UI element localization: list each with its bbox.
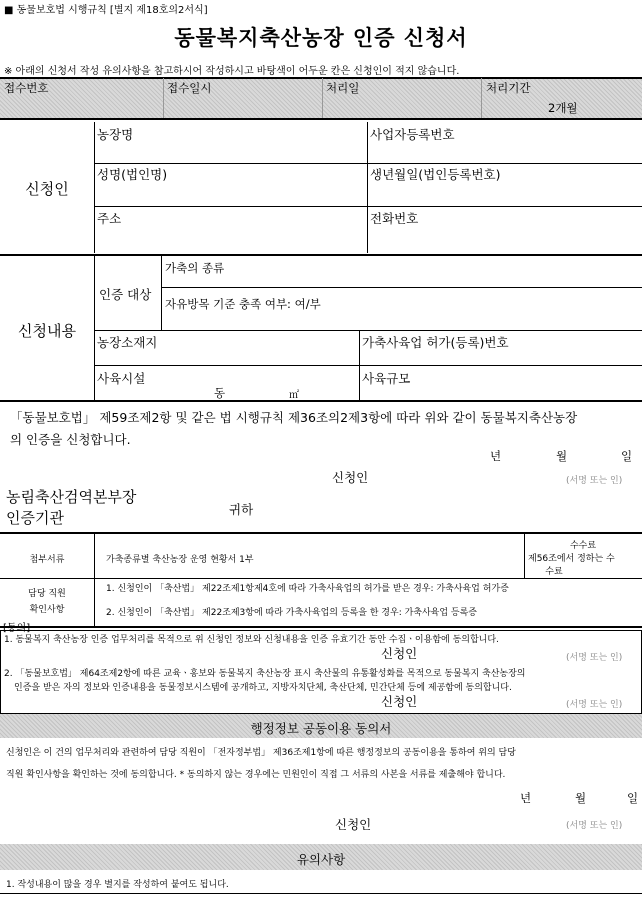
reception-number-label: 접수번호 (4, 81, 49, 95)
declaration-year: 년 (490, 449, 502, 463)
cert-target-label: 인증 대상 (99, 287, 152, 302)
farm-name-label: 농장명 (97, 127, 134, 142)
instruction-note: ※ 아래의 신청서 작성 유의사항을 참고하시어 작성하시고 바탕색이 어두운 칸은 신청인이 적지 않습니다. (4, 66, 460, 77)
phone-label: 전화번호 (370, 211, 419, 226)
breeding-scale-field[interactable] (360, 383, 641, 399)
recipient-honorific: 귀하 (229, 502, 254, 517)
officer-check-label-2: 확인사항 (29, 605, 65, 615)
declaration-line-1: 「동물보호법」 제59조제2항 및 같은 법 시행규칙 제36조의2제3항에 따라 위와 같이 동물복지축산농장 (10, 410, 578, 425)
recipient-name: 농림축산검역본부장 (6, 488, 137, 506)
admin-info-day: 일 (627, 791, 639, 805)
reception-row (0, 78, 642, 118)
farm-name-field[interactable] (95, 140, 366, 162)
reception-date-label: 접수일시 (167, 81, 212, 95)
facility-building-unit: 동 (214, 386, 226, 400)
attachments-label: 첨부서류 (29, 555, 65, 565)
declaration-month: 월 (556, 449, 568, 463)
applicant-section-label: 신청인 (25, 180, 69, 198)
name-label: 성명(법인명) (97, 167, 168, 182)
declaration-line-2: 의 인증을 신청합니다. (10, 432, 131, 447)
consent-item-2-line-2: 인증을 받은 자의 정보와 인증내용을 동물정보시스템에 공개하고, 지방자치단체, 축산단체, 민간단체 등에 제공함에 동의합니다. (14, 683, 512, 693)
consent-1-applicant: 신청인 (381, 646, 418, 661)
consent-item-1: 1. 동물복지 축산농장 인증 업무처리를 목적으로 위 신청인 정보와 신청내용을 인증 유효기간 동안 수집ㆍ이용함에 동의합니다. (4, 635, 499, 645)
admin-info-month: 월 (575, 791, 587, 805)
consent-item-2-line-1: 2. 「동물보호법」 제64조제2항에 따른 교육ㆍ홍보와 동물복지 축산농장 표시 축산물의 유통활성화를 목적으로 동물복지 축산농장의 (4, 669, 526, 679)
officer-check-item-2: 2. 신청인이 「축산법」 제22조제3항에 따라 가축사육업의 등록을 한 경우: 가축사육업 등록증 (106, 608, 478, 618)
name-field[interactable] (95, 182, 366, 205)
livestock-license-label: 가축사육업 허가(등록)번호 (362, 335, 509, 350)
admin-info-sign: (서명 또는 인) (566, 821, 623, 831)
processing-period-label: 처리기간 (486, 81, 531, 95)
livestock-type-field[interactable] (162, 272, 641, 286)
phone-field[interactable] (368, 225, 641, 251)
business-number-field[interactable] (368, 140, 641, 162)
fee-line-1: 제56조에서 정하는 수 (528, 554, 615, 564)
declaration-sign: (서명 또는 인) (566, 476, 623, 486)
notes-title: 유의사항 (296, 852, 346, 867)
business-number-label: 사업자등록번호 (370, 127, 455, 142)
attachments-content: 가축종류별 축산농장 운영 현황서 1부 (106, 555, 254, 565)
declaration-applicant: 신청인 (332, 470, 369, 485)
admin-info-title: 행정정보 공동이용 동의서 (250, 721, 392, 736)
consent-2-applicant: 신청인 (381, 694, 418, 709)
consent-1-sign: (서명 또는 인) (566, 653, 623, 663)
consent-label: [동의] (3, 623, 31, 634)
processing-period-value: 2개월 (548, 101, 578, 115)
address-label: 주소 (97, 211, 122, 226)
content-section-label: 신청내용 (18, 322, 76, 340)
admin-info-year: 년 (520, 791, 532, 805)
admin-info-applicant: 신청인 (335, 817, 372, 832)
livestock-type-label: 가축의 종류 (165, 261, 225, 275)
consent-2-sign: (서명 또는 인) (566, 700, 623, 710)
free-range-label: 자유방목 기준 충족 여부: 여/부 (165, 297, 321, 311)
facility-area-unit: ㎡ (289, 390, 299, 401)
breeding-scale-label: 사육규모 (362, 371, 411, 386)
processed-date-label: 처리일 (326, 81, 360, 95)
fee-label: 수수료 (569, 541, 597, 551)
facility-label: 사육시설 (97, 371, 146, 386)
officer-check-label-1: 담당 직원 (28, 589, 66, 599)
birth-date-field[interactable] (368, 182, 641, 205)
officer-check-item-1: 1. 신청인이 「축산법」 제22조제1항제4호에 따라 가축사육업의 허가를 받은 경우: 가축사육업 허가증 (106, 584, 509, 594)
admin-info-line-1: 신청인은 이 건의 업무처리와 관련하여 담당 직원이 「전자정부법」 제36조제1항에 따른 행정정보의 공동이용을 통하여 위의 담당 (6, 748, 516, 758)
form-reference: ■ 동물보호법 시행규칙 [별지 제18호의2서식] (4, 5, 208, 16)
recipient-agency: 인증기관 (6, 509, 64, 527)
birth-date-label: 생년월일(법인등록번호) (370, 167, 501, 182)
fee-line-2: 수료 (545, 567, 563, 577)
admin-info-line-2: 직원 확인사항을 확인하는 것에 동의합니다. * 동의하지 않는 경우에는 민원인이 직접 그 서류의 사본을 서류를 제출해야 합니다. (6, 770, 506, 780)
page-title: 동물복지축산농장 인증 신청서 (174, 26, 468, 50)
farm-location-field[interactable] (95, 348, 358, 364)
address-field[interactable] (95, 225, 366, 251)
livestock-license-field[interactable] (360, 348, 641, 364)
declaration-day: 일 (621, 449, 633, 463)
notes-item-1: 1. 작성내용이 많을 경우 별지를 작성하여 붙여도 됩니다. (6, 880, 229, 890)
farm-location-label: 농장소재지 (97, 335, 158, 350)
